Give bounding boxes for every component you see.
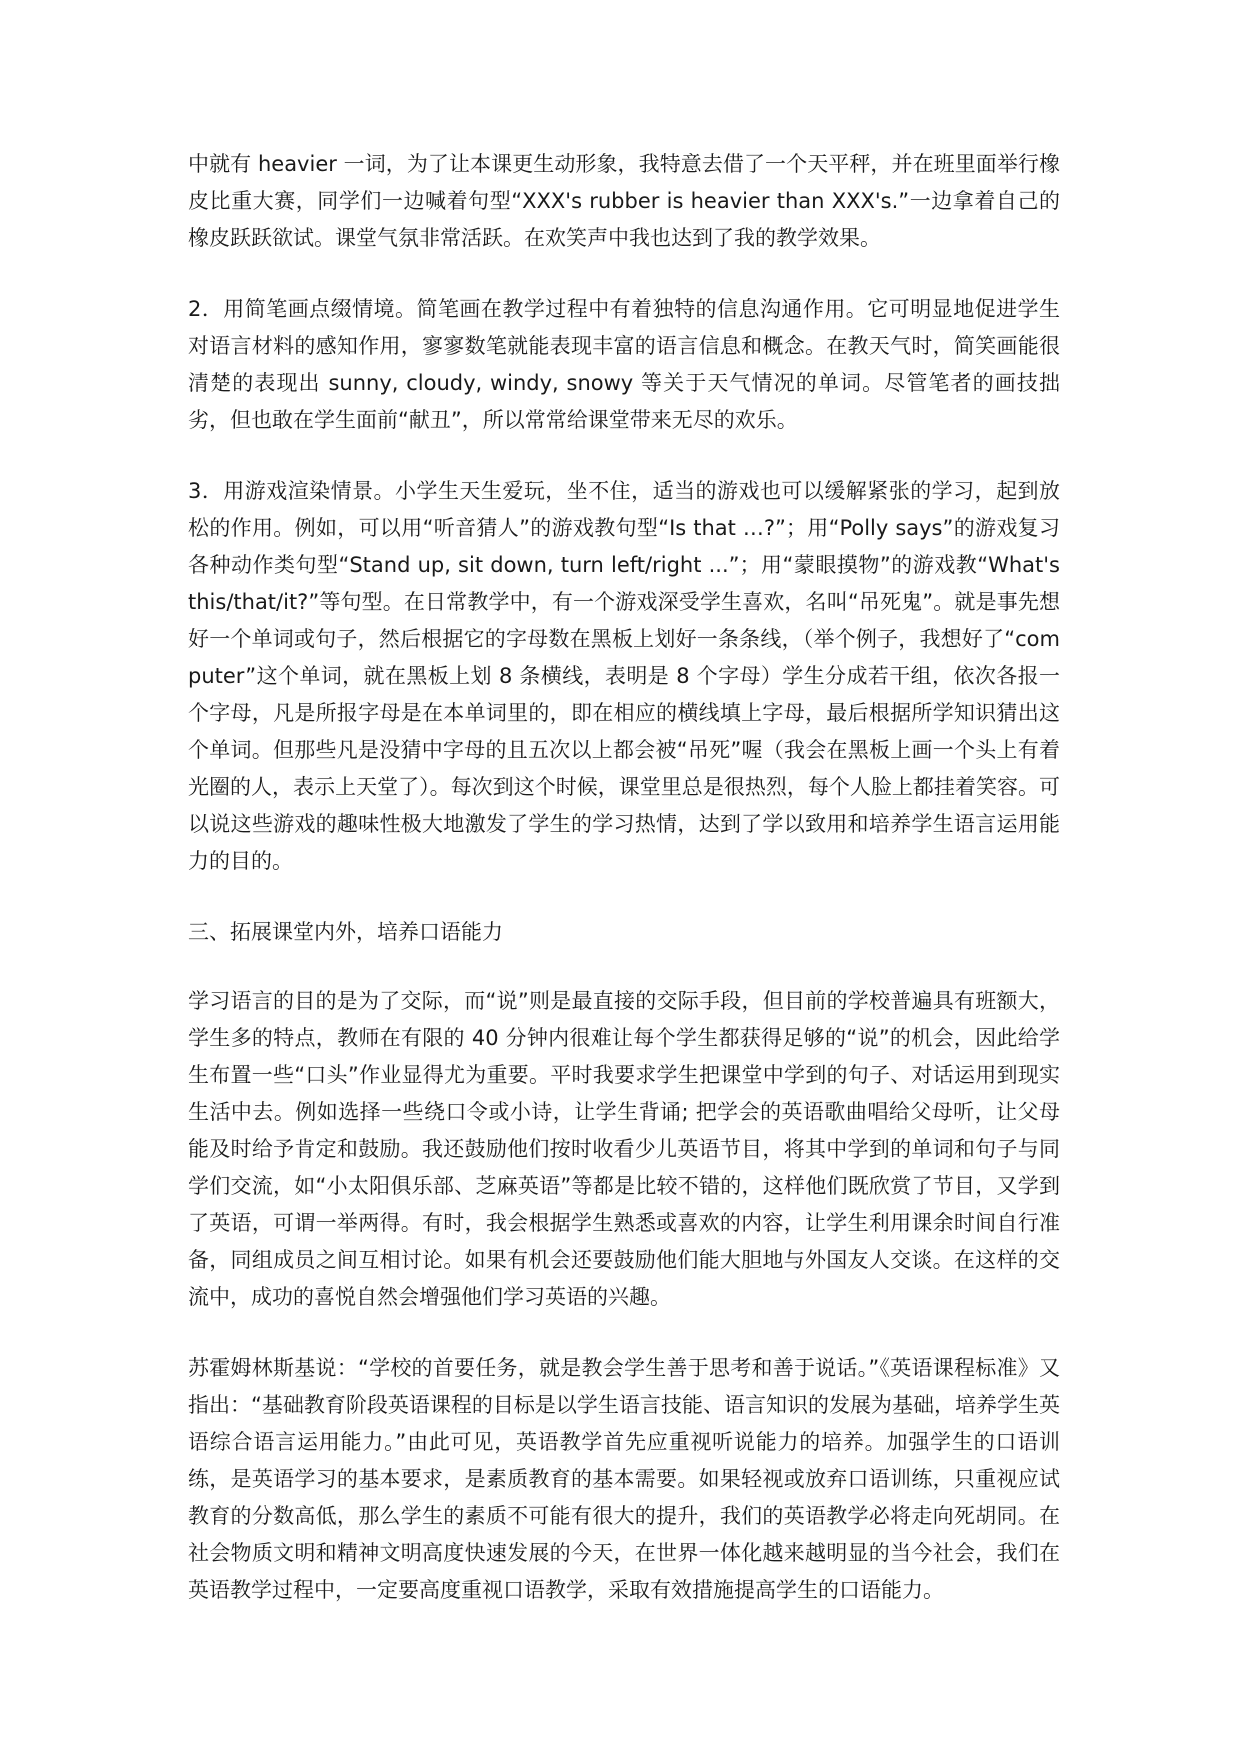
section-heading-oral-ability: 三、拓展课堂内外，培养口语能力 bbox=[188, 920, 503, 944]
paragraph-heavier-example: 中就有 heavier 一词，为了让本课更生动形象，我特意去借了一个天平秤，并在班里面举行橡皮比重大赛，同学们一边喊着句型“XXX's rubber is heavier than XXX's.”一边拿着自己的橡皮跃跃欲试。课堂气氛非常活跃。在欢笑声中我也达到了我的教学效果。 bbox=[188, 152, 1060, 250]
paragraph-games: 3．用游戏渲染情景。小学生天生爱玩，坐不住，适当的游戏也可以缓解紧张的学习，起到放松的作用。例如，可以用“听音猜人”的游戏教句型“Is that …?”；用“Polly says”的游戏复习各种动作类句型“Stand up, sit down, turn left/right ...”；用“蒙眼摸物”的游戏教“What's this/that/it?”等句型。在日常教学中，有一个游戏深受学生喜欢，名叫“吊死鬼”。就是事先想好一个单词或句子，然后根据它的字母数在黑板上划好一条条线，（举个例子，我想好了“computer”这个单词，就在黑板上划 8 条横线，表明是 8 个字母）学生分成若干组，依次各报一个字母，凡是所报字母是在本单词里的，即在相应的横线填上字母，最后根据所学知识猜出这个单词。但那些凡是没猜中字母的且五次以上都会被“吊死”喔（我会在黑板上画一个头上有着光圈的人，表示上天堂了）。每次到这个时候，课堂里总是很热烈，每个人脸上都挂着笑容。可以说这些游戏的趣味性极大地激发了学生的学习热情，达到了学以致用和培养学生语言运用能力的目的。 bbox=[188, 479, 1060, 873]
document-page bbox=[188, 146, 1060, 1643]
paragraph-communication: 学习语言的目的是为了交际，而“说”则是最直接的交际手段，但目前的学校普遍具有班额大，学生多的特点，教师在有限的 40 分钟内很难让每个学生都获得足够的“说”的机会，因此给学生布置一些“口头”作业显得尤为重要。平时我要求学生把课堂中学到的句子、对话运用到现实生活中去。例如选择一些绕口令或小诗，让学生背诵; 把学会的英语歌曲唱给父母听，让父母能及时给予肯定和鼓励。我还鼓励他们按时收看少儿英语节目，将其中学到的单词和句子与同学们交流，如“小太阳俱乐部、芝麻英语”等都是比较不错的，这样他们既欣赏了节目，又学到了英语，可谓一举两得。有时，我会根据学生熟悉或喜欢的内容，让学生利用课余时间自行准备，同组成员之间互相讨论。如果有机会还要鼓励他们能大胆地与外国友人交谈。在这样的交流中，成功的喜悦自然会增强他们学习英语的兴趣。 bbox=[188, 989, 1060, 1309]
paragraph-conclusion: 苏霍姆林斯基说：“学校的首要任务，就是教会学生善于思考和善于说话。”《英语课程标准》又指出：“基础教育阶段英语课程的目标是以学生语言技能、语言知识的发展为基础，培养学生英语综合语言运用能力。”由此可见，英语教学首先应重视听说能力的培养。加强学生的口语训练，是英语学习的基本要求，是素质教育的基本需要。如果轻视或放弃口语训练，只重视应试教育的分数高低，那么学生的素质不可能有很大的提升，我们的英语教学必将走向死胡同。在社会物质文明和精神文明高度快速发展的今天，在世界一体化越来越明显的当今社会，我们在英语教学过程中，一定要高度重视口语教学，采取有效措施提高学生的口语能力。 bbox=[188, 1356, 1060, 1602]
paragraph-stick-drawing: 2．用简笔画点缀情境。简笔画在教学过程中有着独特的信息沟通作用。它可明显地促进学生对语言材料的感知作用，寥寥数笔就能表现丰富的语言信息和概念。在教天气时，简笑画能很清楚的表现出 sunny, cloudy, windy, snowy 等关于天气情况的单词。尽管笔者的画技拙劣，但也敢在学生面前“献丑”，所以常常给课堂带来无尽的欢乐。 bbox=[188, 297, 1060, 432]
